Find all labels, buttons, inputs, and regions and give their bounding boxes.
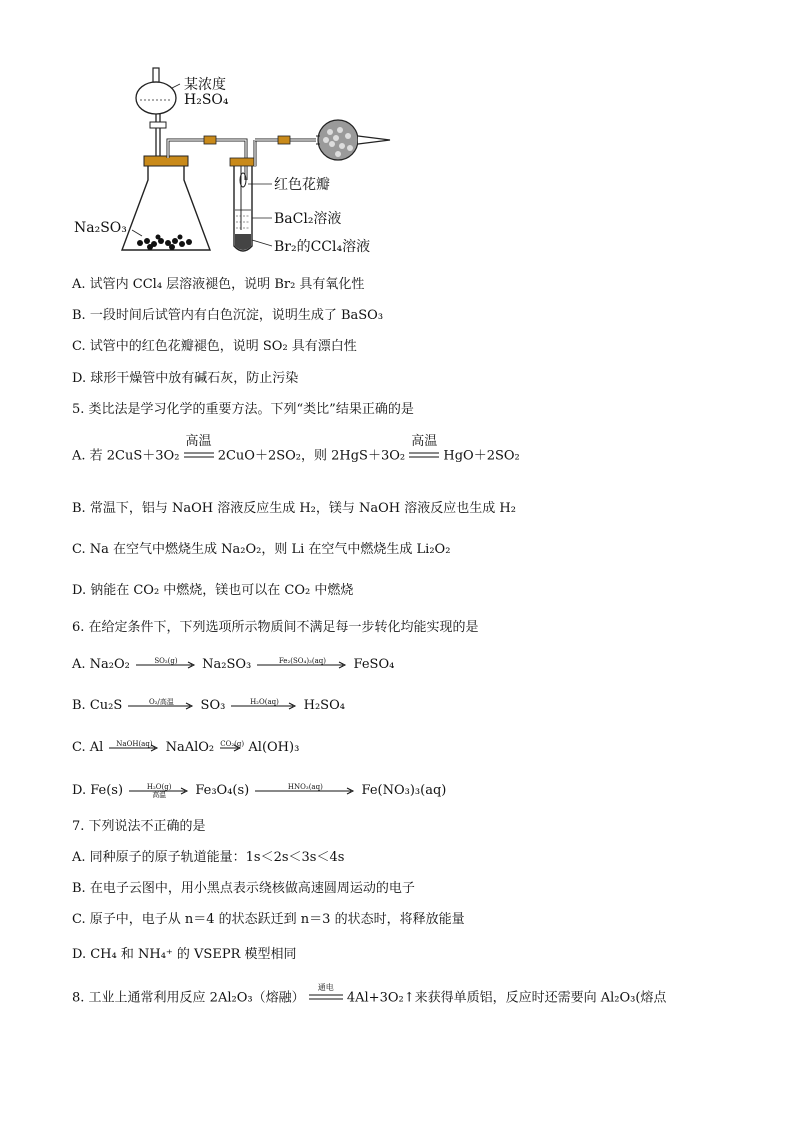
q6-stem: 6. 在给定条件下，下列选项所示物质间不满足每一步转化均能实现的是 xyxy=(72,620,479,635)
q5-a-equals-1 xyxy=(184,434,214,465)
q6-option-d xyxy=(72,782,446,800)
q7-stem: 7. 下列说法不正确的是 xyxy=(72,819,206,834)
q6-a-condition-1: SO₂(g) xyxy=(154,656,178,665)
q8-suffix: 4Al+3O₂↑来获得单质铝，反应时还需要向 Al₂O₃(熔点 xyxy=(346,990,667,1006)
double-line-icon xyxy=(184,451,214,459)
q4-option-d: D. 球形干燥管中放有碱石灰，防止污染 xyxy=(72,371,299,386)
q5-option-d: D. 钠能在 CO₂ 中燃烧，镁也可以在 CO₂ 中燃烧 xyxy=(72,583,354,598)
q6-b-species-2: SO₃ xyxy=(200,698,226,713)
q6-c-species-3: Al(OH)₃ xyxy=(248,740,300,755)
label-na2so3: Na₂SO₃ xyxy=(74,220,127,236)
q4-option-c: C. 试管中的红色花瓣褪色，说明 SO₂ 具有漂白性 xyxy=(72,339,357,354)
label-acid-concentration: 某浓度 xyxy=(184,77,226,93)
q6-a-species-3: FeSO₄ xyxy=(353,657,395,672)
q6-a-condition-2: Fe₂(SO₄)₃(aq) xyxy=(278,656,326,665)
q8-prefix: 8. 工业上通常利用反应 2Al₂O₃（熔融） xyxy=(72,990,305,1006)
q6-d-condition-2: HNO₃(aq) xyxy=(287,782,323,791)
q5-stem: 5. 类比法是学习化学的重要方法。下列“类比”结果正确的是 xyxy=(72,402,414,417)
q4-option-b: B. 一段时间后试管内有白色沉淀，说明生成了 BaSO₃ xyxy=(72,308,384,323)
q6-b-species-3: H₂SO₄ xyxy=(303,698,345,713)
double-line-icon xyxy=(409,451,439,459)
q5-a-prefix: A. 若 2CuS＋3O₂ xyxy=(72,448,180,464)
q6-d-species-2: Fe₃O₄(s) xyxy=(195,783,250,798)
q5-option-c: C. Na 在空气中燃烧生成 Na₂O₂，则 Li 在空气中燃烧生成 Li₂O₂ xyxy=(72,542,451,557)
q5-a-end: HgO＋2SO₂ xyxy=(443,448,520,464)
q6-c-condition-2: CO₂(g) xyxy=(220,739,245,748)
q6-b-arrow-1 xyxy=(128,697,194,710)
q8-stem xyxy=(72,983,667,1008)
q6-d-species-3: Fe(NO₃)₃(aq) xyxy=(361,783,447,798)
q6-a-arrow-1 xyxy=(136,656,196,669)
q6-a-species-2: Na₂SO₃ xyxy=(202,657,252,672)
q6-b-condition-1: O₂/高温 xyxy=(148,697,174,706)
q6-d-species-1: D. Fe(s) xyxy=(72,783,124,798)
q6-c-arrow-1 xyxy=(109,739,159,752)
q8-condition: 通电 xyxy=(317,983,334,992)
label-red-petal: 红色花瓣 xyxy=(274,177,330,193)
q5-option-b: B. 常温下，铝与 NaOH 溶液反应生成 H₂，镁与 NaOH 溶液反应也生成 H₂ xyxy=(72,501,516,516)
q6-c-species-2: NaAlO₂ xyxy=(165,740,215,755)
q7-option-b: B. 在电子云图中，用小黑点表示绕核做高速圆周运动的电子 xyxy=(72,881,415,896)
q6-c-arrow-2 xyxy=(220,739,245,752)
q7-option-a: A. 同种原子的原子轨道能量：1s＜2s＜3s＜4s xyxy=(72,850,345,865)
q6-d-arrow-1 xyxy=(129,782,189,799)
q5-a-condition-2: 高温 xyxy=(411,434,438,449)
q6-d-condition-1: H₂O(g) xyxy=(146,782,172,791)
q5-option-a xyxy=(72,434,520,466)
q7-option-d: D. CH₄ 和 NH₄⁺ 的 VSEPR 模型相同 xyxy=(72,947,297,962)
q4-option-a: A. 试管内 CCl₄ 层溶液褪色，说明 Br₂ 具有氧化性 xyxy=(72,277,365,292)
q6-a-species-1: A. Na₂O₂ xyxy=(72,657,130,672)
q6-d-arrow-2 xyxy=(255,782,355,795)
label-br2-ccl4: Br₂的CCl₄溶液 xyxy=(274,239,371,255)
q6-b-arrow-2 xyxy=(231,697,297,710)
q6-c-condition-1: NaOH(aq) xyxy=(116,739,153,748)
q5-a-equals-2 xyxy=(409,434,439,465)
q6-b-species-1: B. Cu₂S xyxy=(72,698,123,713)
q6-option-a xyxy=(72,656,394,674)
q6-a-arrow-2 xyxy=(257,656,347,669)
q5-a-condition-1: 高温 xyxy=(185,434,212,449)
apparatus-diagram xyxy=(60,60,400,260)
q8-equals xyxy=(309,983,343,1007)
q7-option-c: C. 原子中，电子从 n＝4 的状态跃迁到 n＝3 的状态时，将释放能量 xyxy=(72,912,465,927)
label-bacl2: BaCl₂溶液 xyxy=(274,211,342,227)
q6-b-condition-2: H₂O(aq) xyxy=(250,697,279,706)
q6-option-c xyxy=(72,739,299,757)
label-acid-formula: H₂SO₄ xyxy=(184,92,229,108)
q5-a-mid: 2CuO＋2SO₂，则 2HgS＋3O₂ xyxy=(217,448,406,464)
q6-option-b xyxy=(72,697,345,715)
q6-d-condition-1b: 高温 xyxy=(152,790,167,799)
q6-c-species-1: C. Al xyxy=(72,740,104,755)
